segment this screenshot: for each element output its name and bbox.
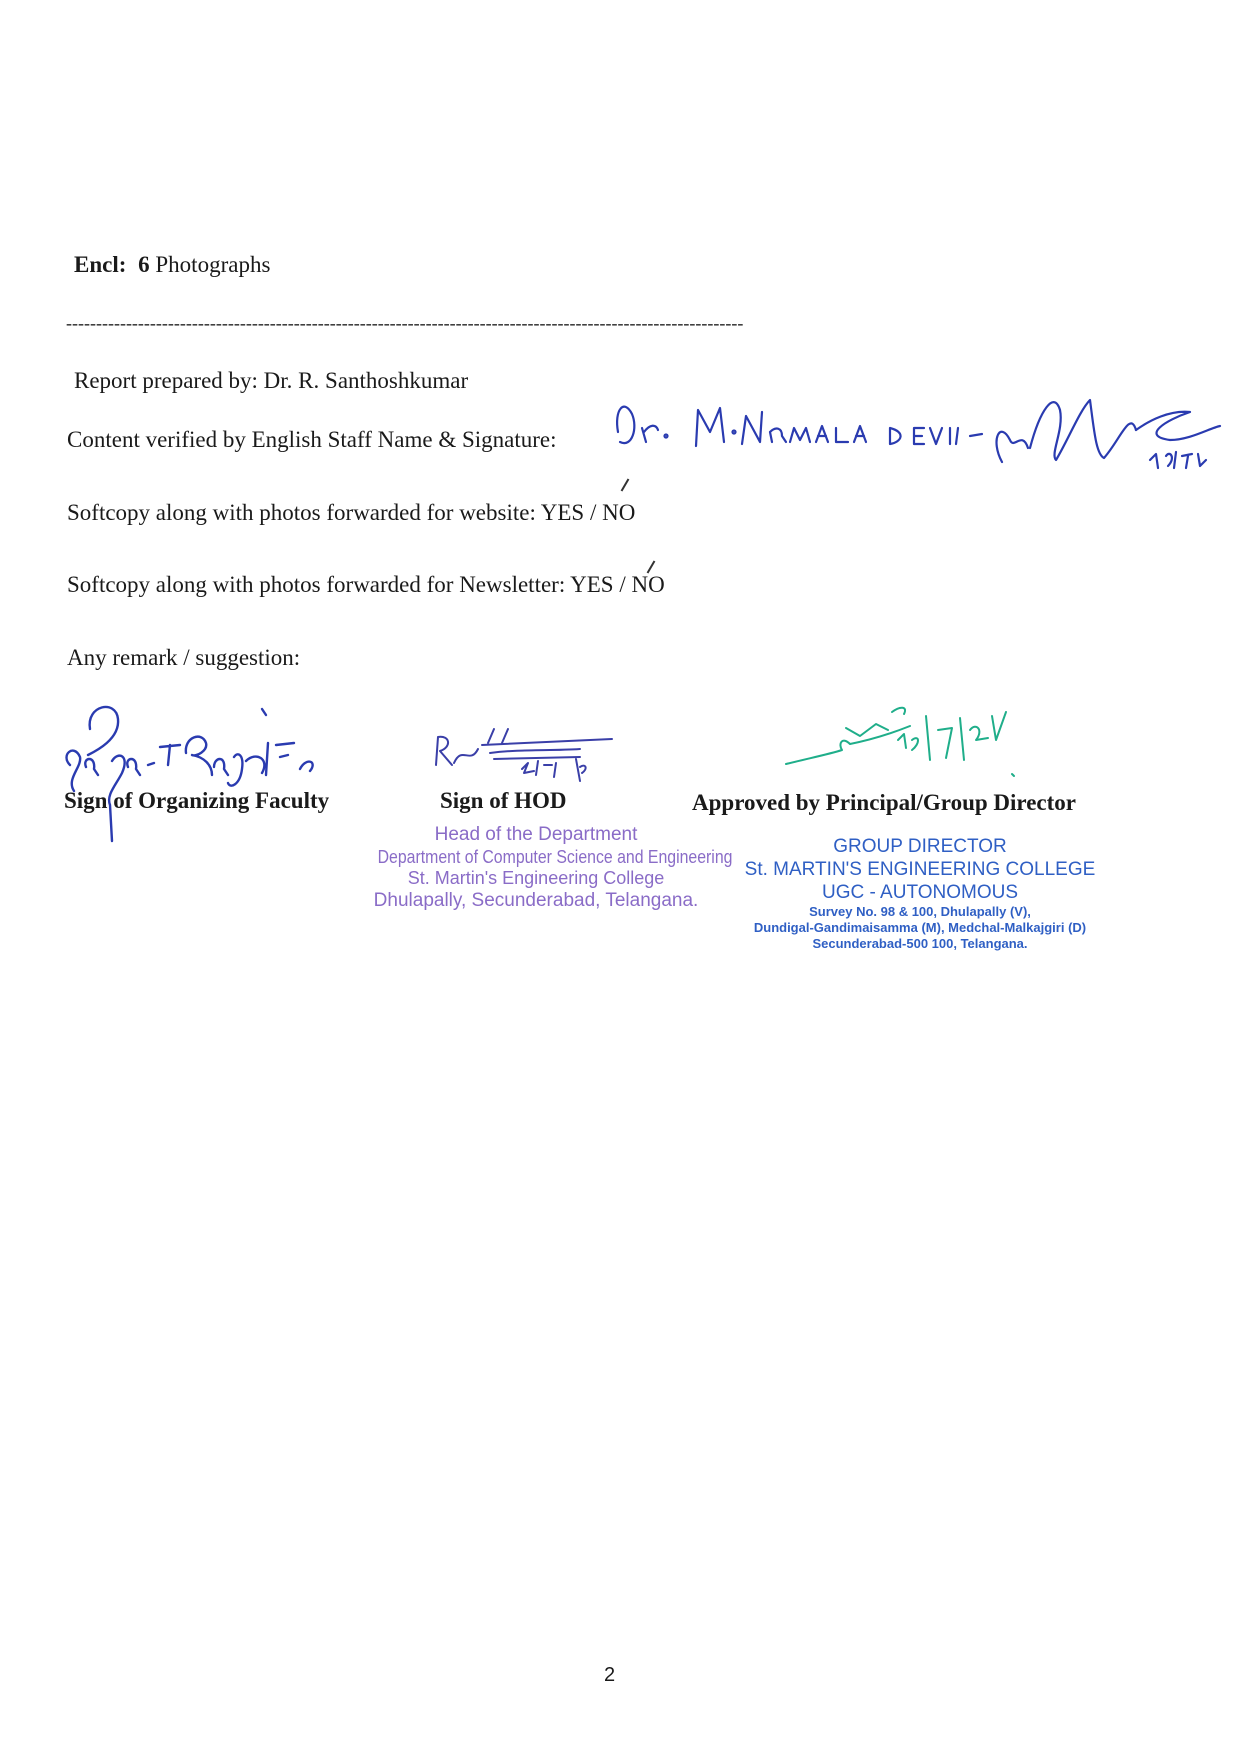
hod-stamp-line: Department of Computer Science and Engineering [377, 846, 733, 867]
remark-label: Any remark / suggestion: [67, 645, 301, 670]
website-options: YES / NO [540, 500, 636, 525]
principal-sign-label: Approved by Principal/Group Director [692, 790, 1076, 815]
hod-sign-label: Sign of HOD [440, 788, 567, 813]
faculty-sign-label: Sign of Organizing Faculty [64, 788, 330, 813]
enclosure-label: Encl: [74, 252, 127, 277]
director-stamp-line: Secunderabad-500 100, Telangana. [812, 935, 1028, 951]
newsletter-options: YES / NO [570, 572, 665, 597]
page-number: 2 [604, 1664, 616, 1686]
principal-signature [780, 700, 1040, 780]
hod-stamp [356, 824, 733, 913]
website-label: Softcopy along with photos forwarded for website: [67, 500, 536, 525]
website-yes-tick [621, 478, 630, 491]
dashed-separator: ----------------------------------------------------------------------------------------------------------------- [66, 313, 744, 333]
hod-stamp-line: Dhulapally, Secunderabad, Telangana. [373, 889, 699, 911]
hod-signature [430, 725, 620, 785]
director-stamp-line: UGC - AUTONOMOUS [822, 881, 1018, 903]
enclosure-line [74, 252, 270, 278]
faculty-signature [56, 695, 356, 845]
director-stamp-line: Survey No. 98 & 100, Dhulapally (V), [809, 904, 1031, 920]
director-stamp-line: Dundigal-Gandimaisamma (M), Medchal-Malkajgiri (D) [753, 919, 1087, 935]
director-stamp-line: St. MARTIN'S ENGINEERING COLLEGE [744, 858, 1096, 880]
newsletter-label: Softcopy along with photos forwarded for Newsletter: [67, 572, 566, 597]
enclosure-count: 6 [138, 252, 150, 277]
hod-stamp-line: Head of the Department [434, 824, 638, 845]
enclosure-text: Photographs [155, 252, 271, 277]
verified-label: Content verified by English Staff Name & Signature: [67, 427, 557, 452]
director-stamp-line: GROUP DIRECTOR [833, 836, 1007, 857]
report-prepared-by: Report prepared by: Dr. R. Santhoshkumar [74, 368, 469, 393]
newsletter-line [67, 572, 665, 598]
website-line [67, 500, 635, 526]
hod-stamp-line: St. Martin's Engineering College [407, 868, 665, 889]
director-stamp [740, 836, 1100, 951]
english-staff-signature [610, 370, 1230, 480]
